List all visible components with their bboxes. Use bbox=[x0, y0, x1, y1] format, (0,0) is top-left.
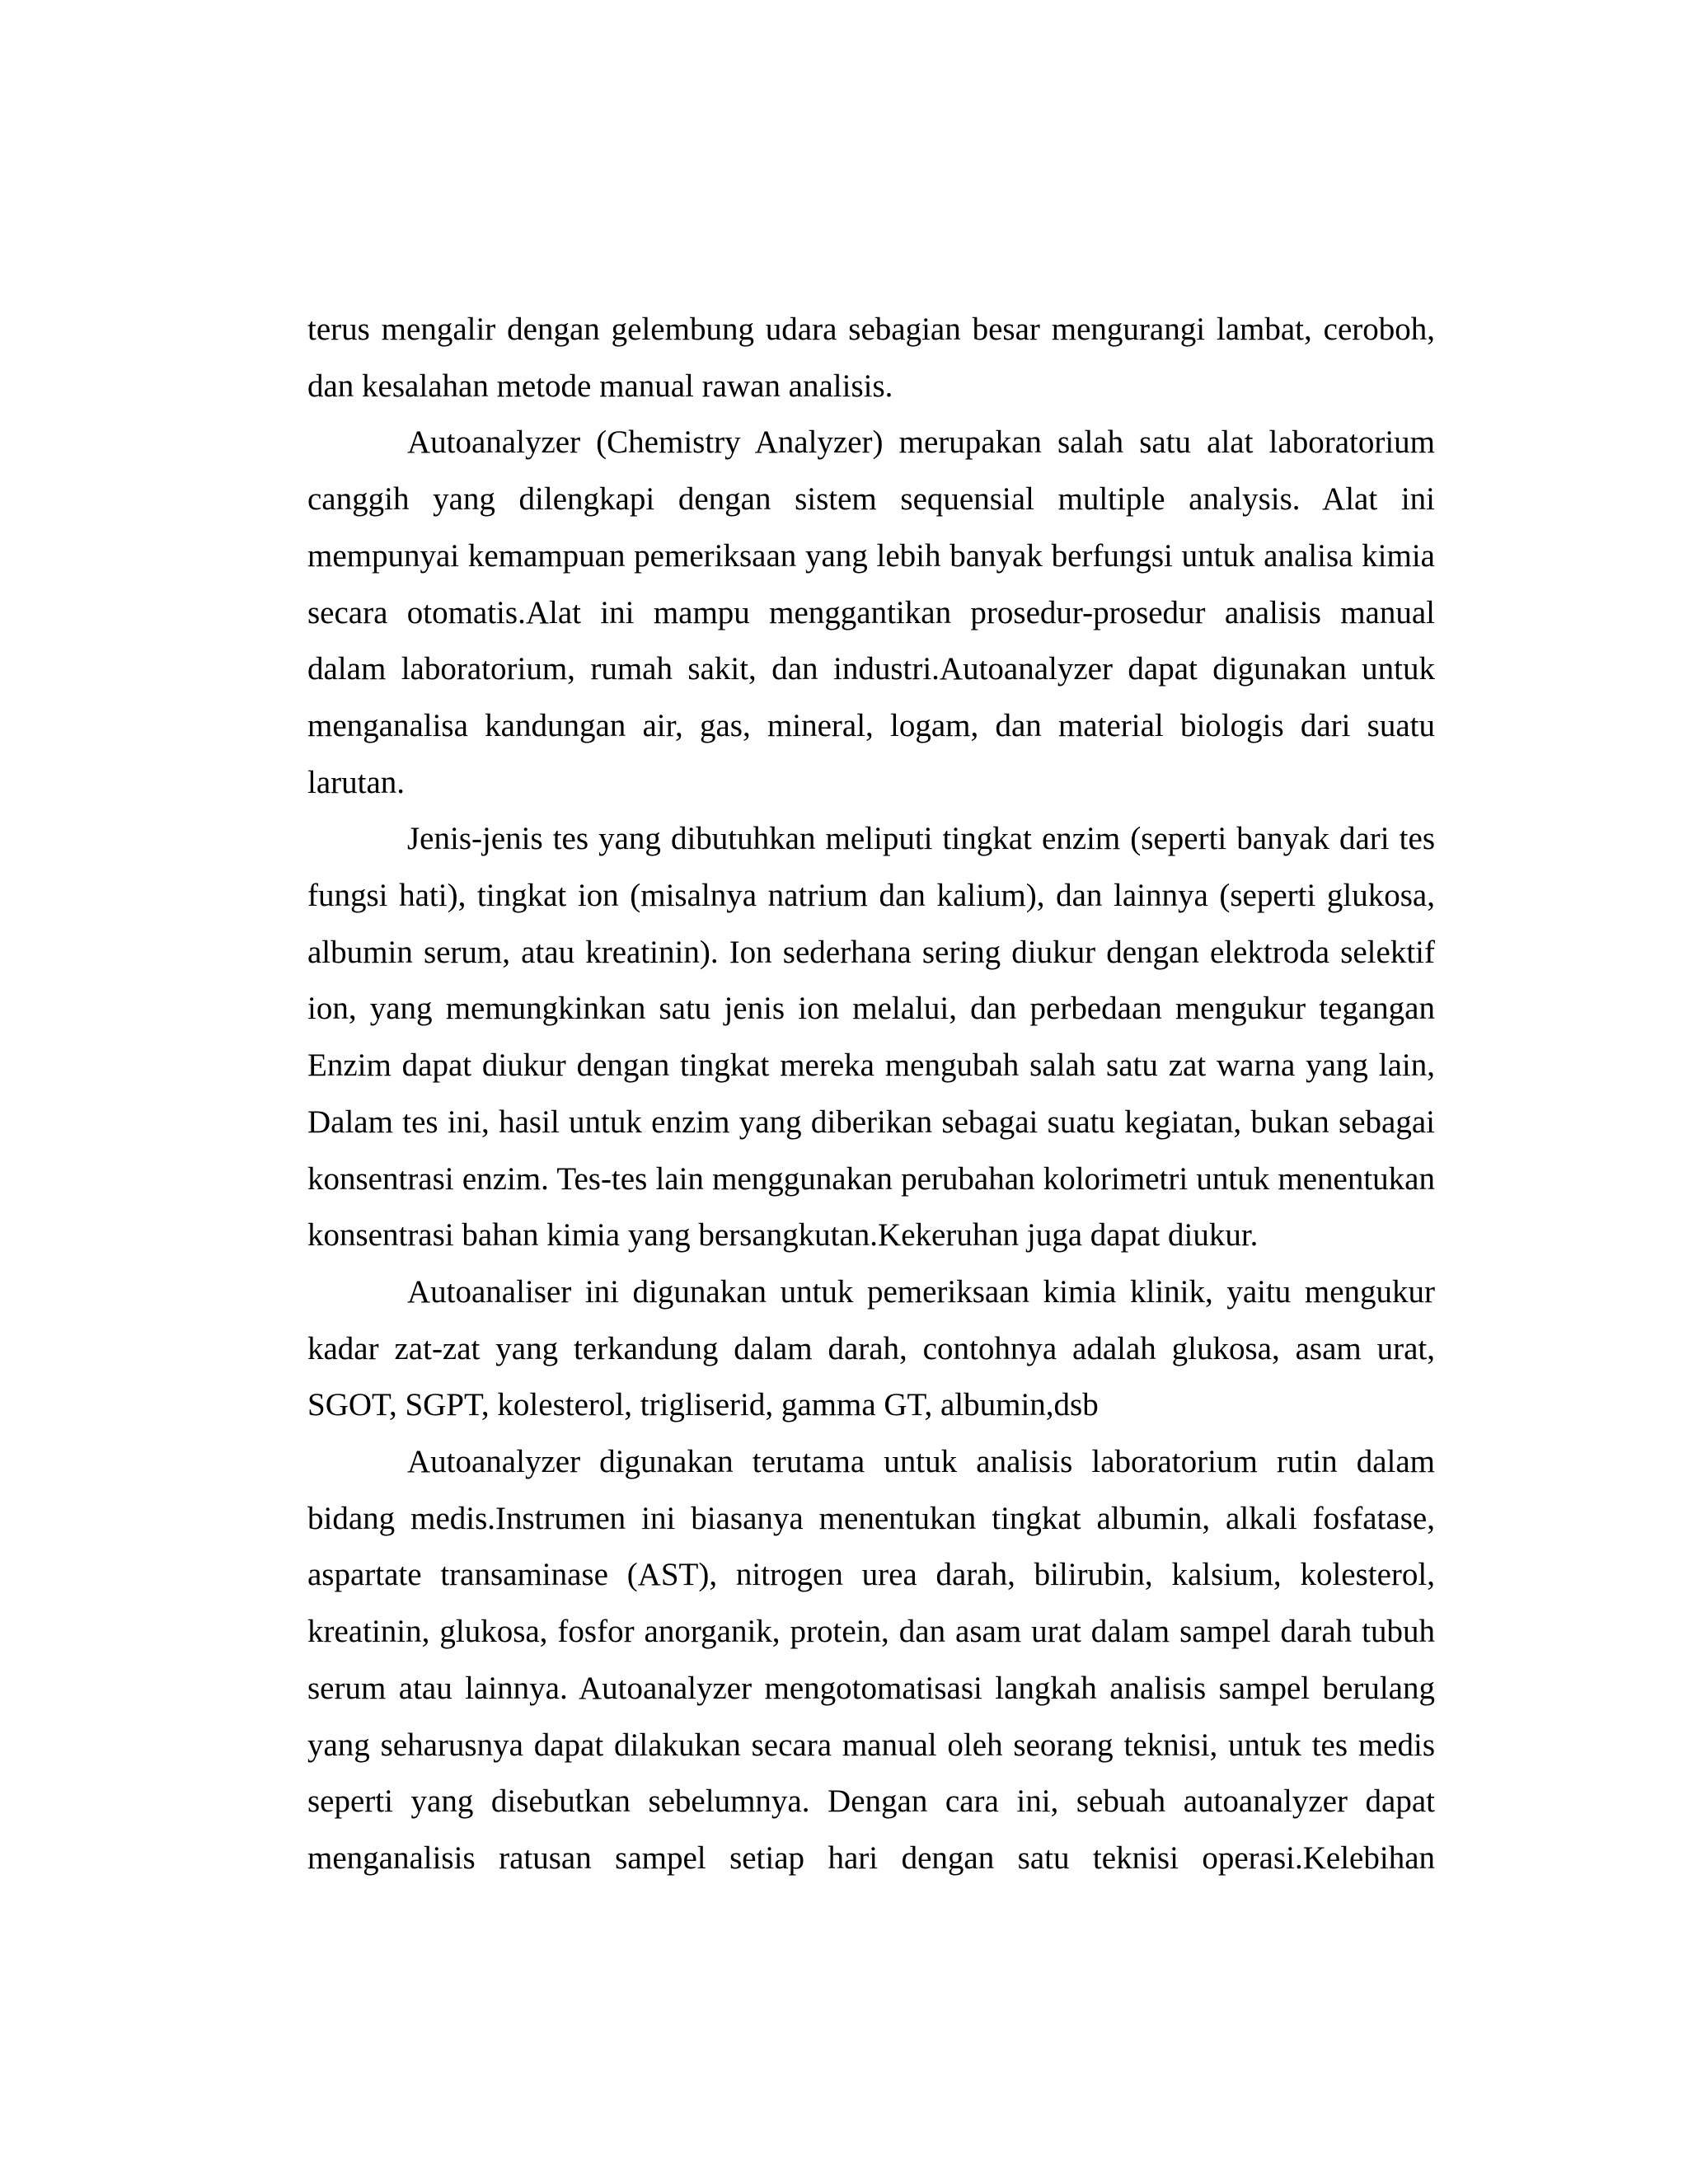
paragraph-test-types: Jenis-jenis tes yang dibutuhkan meliputi tingkat enzim (seperti banyak dari tes fungsi hati), tingkat ion (misalnya natrium dan kalium), dan lainnya (seperti glukosa, albumin serum, atau kreatinin). Ion sederhana sering diukur dengan elektroda selektif ion, yang memungkinkan satu jenis ion melalui, dan perbedaan mengukur tegangan Enzim dapat diukur dengan tingkat mereka mengubah salah satu zat warna yang lain, Dalam tes ini, hasil untuk enzim yang diberikan sebagai suatu kegiatan, bukan sebagai konsentrasi enzim. Tes-tes lain menggunakan perubahan kolorimetri untuk menentukan konsentrasi bahan kimia yang bersangkutan.Kekeruhan juga dapat diukur. bbox=[307, 821, 1435, 1254]
body-text bbox=[307, 302, 1435, 1887]
paragraph-clinical-chemistry: Autoanaliser ini digunakan untuk pemeriksaan kimia klinik, yaitu mengukur kadar zat-zat yang terkandung dalam darah, contohnya adalah glukosa, asam urat, SGOT, SGPT, kolesterol, trigliserid, gamma GT, albumin,dsb bbox=[307, 1273, 1435, 1423]
paragraph-continuation: terus mengalir dengan gelembung udara sebagian besar mengurangi lambat, ceroboh, dan kesalahan metode manual rawan analisis. bbox=[307, 312, 1435, 404]
paragraph-autoanalyzer-definition: Autoanalyzer (Chemistry Analyzer) merupakan salah satu alat laboratorium canggih yang dilengkapi dengan sistem sequensial multiple analysis. Alat ini mempunyai kemampuan pemeriksaan yang lebih banyak berfungsi untuk analisa kimia secara otomatis.Alat ini mampu menggantikan prosedur-prosedur analisis manual dalam laboratorium, rumah sakit, dan industri.Autoanalyzer dapat digunakan untuk menganalisa kandungan air, gas, mineral, logam, dan material biologis dari suatu larutan. bbox=[307, 424, 1435, 800]
paragraph-routine-analysis: Autoanalyzer digunakan terutama untuk analisis laboratorium rutin dalam bidang medis.Instrumen ini biasanya menentukan tingkat albumin, alkali fosfatase, aspartate transaminase (AST), nitrogen urea darah, bilirubin, kalsium, kolesterol, kreatinin, glukosa, fosfor anorganik, protein, dan asam urat dalam sampel darah tubuh serum atau lainnya. Autoanalyzer mengotomatisasi langkah analisis sampel berulang yang seharusnya dapat dilakukan secara manual oleh seorang teknisi, untuk tes medis seperti yang disebutkan sebelumnya. Dengan cara ini, sebuah autoanalyzer dapat menganalisis ratusan sampel setiap hari dengan satu teknisi operasi.Kelebihan bbox=[307, 1444, 1435, 1876]
